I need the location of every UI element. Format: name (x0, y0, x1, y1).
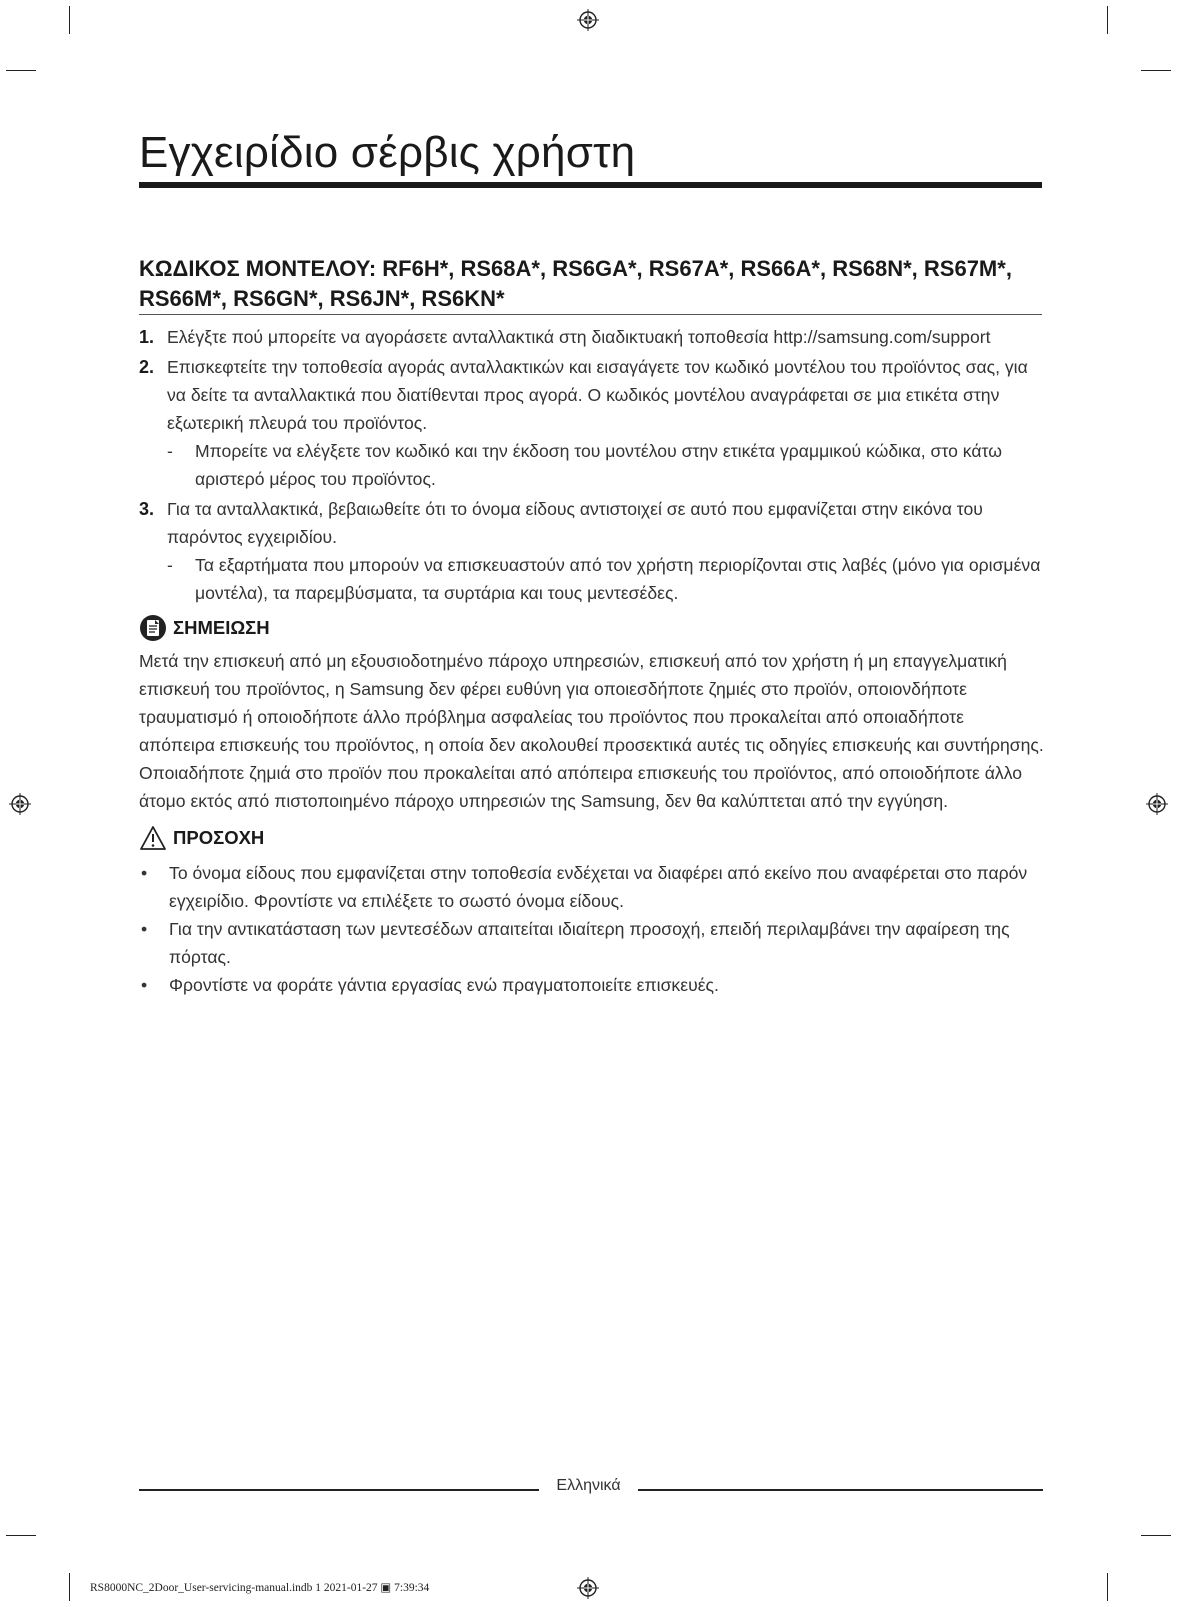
dash-marker: - (167, 441, 173, 461)
crop-mark (1141, 70, 1171, 71)
crop-mark (1107, 6, 1108, 34)
footer-rule-left (139, 1489, 539, 1491)
caution-bullet (139, 859, 1044, 915)
step-text: Επισκεφτείτε την τοποθεσία αγοράς ανταλλακτικών και εισαγάγετε τον κωδικό μοντέλου του προϊόντος σας, για να δείτε τα ανταλλακτικά που διατίθενται προς αγορά. Ο κωδικός μοντέλου αναγράφεται σε μια ετικέτα στην εξωτερική πλευρά του προϊόντος. (167, 357, 1028, 433)
crop-mark (1141, 1535, 1171, 1536)
step-subnote (167, 551, 1044, 607)
print-slug: RS8000NC_2Door_User-servicing-manual.indb 1 2021-01-27 ▣ 7:39:34 (90, 1582, 430, 1594)
crop-mark (6, 1535, 36, 1536)
title-rule (139, 182, 1042, 188)
caution-bullet-text: Το όνομα είδους που εμφανίζεται στην τοποθεσία ενδέχεται να διαφέρει από εκείνο που αναφέρεται στο παρόν εγχειρίδιο. Φροντίστε να επιλέξετε το σωστό όνομα είδους. (169, 863, 1028, 911)
bullet-marker: • (141, 919, 148, 939)
crop-mark (69, 6, 70, 34)
page-title: Εγχειρίδιο σέρβις χρήστη (139, 128, 636, 177)
crop-mark (69, 1573, 70, 1601)
step-number: 1. (139, 327, 155, 347)
subnote-text: Μπορείτε να ελέγξετε τον κωδικό και την έκδοση του μοντέλου στην ετικέτα γραμμικού κώδικα, στο κάτω αριστερό μέρος του προϊόντος. (195, 441, 1002, 489)
caution-heading (139, 821, 1044, 855)
step-text: Για τα ανταλλακτικά, βεβαιωθείτε ότι το όνομα είδους αντιστοιχεί σε αυτό που εμφανίζεται στην εικόνα του παρόντος εγχειριδίου. (167, 499, 983, 547)
caution-bullet-text: Φροντίστε να φοράτε γάντια εργασίας ενώ πραγματοποιείτε επισκευές. (169, 975, 719, 995)
caution-bullet-text: Για την αντικατάσταση των μεντεσέδων απαιτείται ιδιαίτερη προσοχή, επειδή περιλαμβάνει την αφαίρεση της πόρτας. (169, 919, 1010, 967)
warning-triangle-icon (139, 824, 167, 852)
step-number: 3. (139, 499, 155, 519)
subnote-text: Τα εξαρτήματα που μπορούν να επισκευαστούν από τον χρήστη περιορίζονται στις λαβές (μόνο για ορισμένα μοντέλα), τα παρεμβύσματα, τα συρτάρια και τους μεντεσέδες. (195, 555, 1041, 603)
step-subnote (167, 437, 1044, 493)
note-icon (139, 614, 167, 642)
caution-bullet (139, 915, 1044, 971)
instructions-body (139, 323, 1044, 999)
registration-crosshair-icon (9, 793, 31, 815)
caution-heading-label: ΠΡΟΣΟΧΗ (173, 827, 265, 848)
registration-crosshair-icon (577, 1577, 599, 1599)
dash-marker: - (167, 555, 173, 575)
bullet-marker: • (141, 975, 148, 995)
model-heading-rule (139, 314, 1042, 315)
registration-crosshair-icon (577, 9, 599, 31)
registration-crosshair-icon (1146, 793, 1168, 815)
note-heading-label: ΣΗΜΕΙΩΣΗ (173, 617, 270, 638)
crop-mark (6, 70, 36, 71)
step-item (139, 323, 1044, 351)
caution-bullet (139, 971, 1044, 999)
step-text: Ελέγξτε πού μπορείτε να αγοράσετε ανταλλακτικά στη διαδικτυακή τοποθεσία http://samsung.com/support (167, 327, 991, 347)
step-item (139, 495, 1044, 607)
bullet-marker: • (141, 863, 148, 883)
note-heading (139, 611, 1044, 645)
footer-language-label: Ελληνικά (556, 1477, 621, 1494)
note-paragraph: Μετά την επισκευή από μη εξουσιοδοτημένο πάροχο υπηρεσιών, επισκευή από τον χρήστη ή μη επαγγελματική επισκευή του προϊόντος, η Samsung δεν φέρει ευθύνη για οποιεσδήποτε ζημιές στο προϊόν, οποιονδήποτε τραυματισμό ή οποιοδήποτε άλλο πρόβλημα ασφαλείας του προϊόντος που προκαλείται από οποιαδήποτε απόπειρα επισκευής του προϊόντος, η οποία δεν ακολουθεί προσεκτικά αυτές τις οδηγίες επισκευής και συντήρησης. Οποιαδήποτε ζημιά στο προϊόν που προκαλείται από απόπειρα επισκευής του προϊόντος, από οποιοδήποτε άλλο άτομο εκτός από πιστοποιημένο πάροχο υπηρεσιών της Samsung, δεν θα καλύπτεται από την εγγύηση. (139, 651, 1044, 811)
step-item (139, 353, 1044, 493)
footer-rule-right (638, 1489, 1043, 1491)
step-number: 2. (139, 357, 155, 377)
crop-mark (1107, 1573, 1108, 1601)
model-code-heading: ΚΩΔΙΚΟΣ ΜΟΝΤΕΛΟΥ: RF6H*, RS68A*, RS6GA*, RS67A*, RS66A*, RS68N*, RS67M*, RS66M*, RS6GN*, RS6JN*, RS6KN* (139, 256, 1012, 311)
